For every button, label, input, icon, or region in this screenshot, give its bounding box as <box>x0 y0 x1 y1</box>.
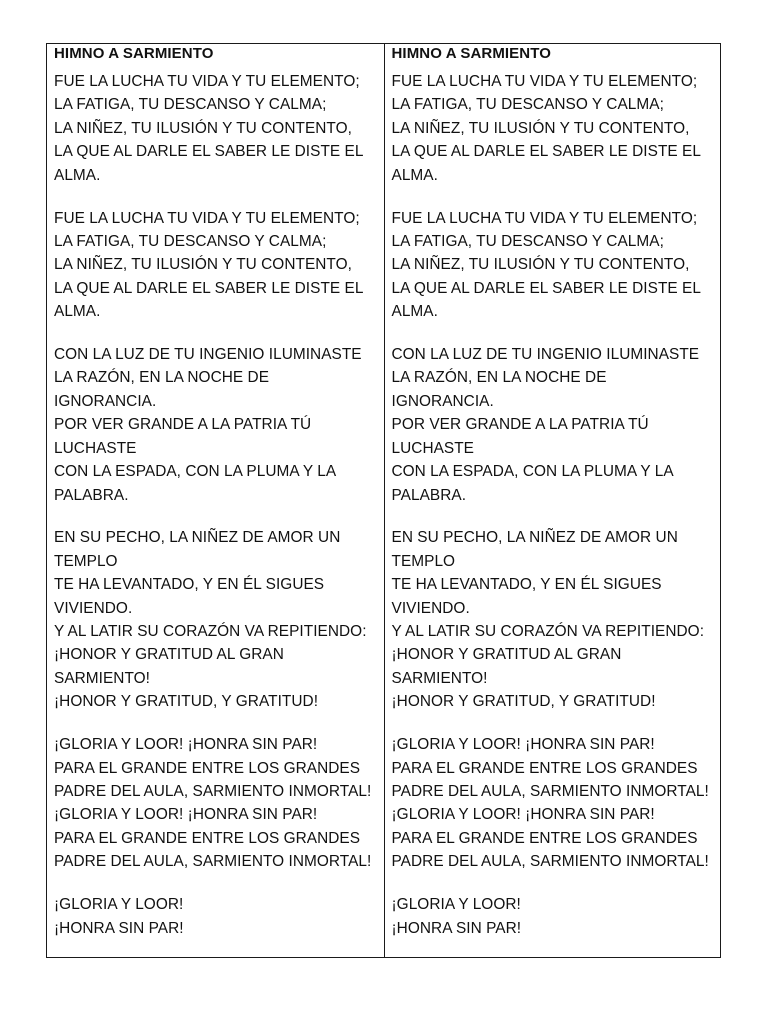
stanza <box>54 733 384 873</box>
hymn-column-left <box>47 44 384 957</box>
lyric-line: IGNORANCIA. <box>391 392 494 410</box>
lyric-line: LA QUE AL DARLE EL SABER LE DISTE EL <box>54 143 364 161</box>
lyric-line: LA FATIGA, TU DESCANSO Y CALMA; <box>54 96 327 114</box>
lyric-line: ALMA. <box>391 303 438 321</box>
lyric-line: LA NIÑEZ, TU ILUSIÓN Y TU CONTENTO, <box>391 256 690 274</box>
lyric-line: FUE LA LUCHA TU VIDA Y TU ELEMENTO; <box>391 209 698 227</box>
lyric-line: LA QUE AL DARLE EL SABER LE DISTE EL <box>391 279 701 297</box>
stanza <box>392 893 721 940</box>
stanza <box>392 733 721 873</box>
lyric-line: LA NIÑEZ, TU ILUSIÓN Y TU CONTENTO, <box>54 119 352 137</box>
lyric-line: ¡GLORIA Y LOOR! ¡HONRA SIN PAR! <box>391 806 655 824</box>
lyric-line: PALABRA. <box>391 486 467 504</box>
hymn-column-right <box>384 44 721 957</box>
lyric-line: ¡HONRA SIN PAR! <box>54 919 184 937</box>
lyric-line: LA RAZÓN, EN LA NOCHE DE <box>391 369 607 387</box>
lyric-line: TE HA LEVANTADO, Y EN ÉL SIGUES <box>391 576 662 594</box>
lyric-line: SARMIENTO! <box>391 669 488 687</box>
stanza <box>54 70 384 187</box>
lyric-line: PADRE DEL AULA, SARMIENTO INMORTAL! <box>54 853 372 871</box>
stanza-list <box>392 70 721 940</box>
lyric-line: TE HA LEVANTADO, Y EN ÉL SIGUES <box>54 576 325 594</box>
lyric-line: PALABRA. <box>54 486 129 504</box>
hymn-title: HIMNO A SARMIENTO <box>391 45 551 62</box>
lyric-line: VIVIENDO. <box>54 599 133 617</box>
lyric-line: PADRE DEL AULA, SARMIENTO INMORTAL! <box>391 853 709 871</box>
lyric-line: ¡GLORIA Y LOOR! <box>54 896 184 914</box>
lyric-line: CON LA LUZ DE TU INGENIO ILUMINASTE <box>54 346 362 364</box>
lyric-line: IGNORANCIA. <box>54 392 157 410</box>
lyric-line: Y AL LATIR SU CORAZÓN VA REPITIENDO: <box>54 623 367 641</box>
lyric-line: ¡GLORIA Y LOOR! <box>391 896 521 914</box>
lyric-line: LA QUE AL DARLE EL SABER LE DISTE EL <box>54 279 364 297</box>
lyric-line: ALMA. <box>391 166 438 184</box>
lyric-line: ¡HONOR Y GRATITUD, Y GRATITUD! <box>391 693 656 711</box>
lyric-line: LA FATIGA, TU DESCANSO Y CALMA; <box>54 232 327 250</box>
lyric-line: FUE LA LUCHA TU VIDA Y TU ELEMENTO; <box>54 73 360 90</box>
lyric-line: TEMPLO <box>391 552 456 570</box>
stanza <box>54 207 384 324</box>
lyric-line: PARA EL GRANDE ENTRE LOS GRANDES <box>54 759 361 777</box>
lyric-line: ¡GLORIA Y LOOR! ¡HONRA SIN PAR! <box>54 736 318 754</box>
stanza-list <box>54 70 384 940</box>
stanza <box>54 343 384 507</box>
stanza <box>392 207 721 324</box>
lyric-line: ¡HONOR Y GRATITUD AL GRAN <box>54 646 284 664</box>
lyric-line: FUE LA LUCHA TU VIDA Y TU ELEMENTO; <box>391 73 698 90</box>
stanza <box>392 343 721 507</box>
lyric-line: EN SU PECHO, LA NIÑEZ DE AMOR UN <box>391 529 678 547</box>
lyric-line: PARA EL GRANDE ENTRE LOS GRANDES <box>54 829 361 847</box>
lyric-line: LUCHASTE <box>54 439 137 457</box>
lyric-line: FUE LA LUCHA TU VIDA Y TU ELEMENTO; <box>54 209 360 227</box>
lyric-line: LA NIÑEZ, TU ILUSIÓN Y TU CONTENTO, <box>54 256 352 274</box>
lyric-line: CON LA LUZ DE TU INGENIO ILUMINASTE <box>391 346 700 364</box>
stanza <box>54 893 384 940</box>
lyric-line: CON LA ESPADA, CON LA PLUMA Y LA <box>54 463 337 481</box>
hymn-title: HIMNO A SARMIENTO <box>54 45 214 62</box>
lyric-line: POR VER GRANDE A LA PATRIA TÚ <box>54 416 312 434</box>
lyric-line: PADRE DEL AULA, SARMIENTO INMORTAL! <box>54 782 372 800</box>
lyric-line: LA RAZÓN, EN LA NOCHE DE <box>54 369 270 387</box>
lyric-line: LUCHASTE <box>391 439 475 457</box>
lyric-line: TEMPLO <box>54 552 118 570</box>
lyric-line: ALMA. <box>54 303 101 321</box>
lyric-line: LA FATIGA, TU DESCANSO Y CALMA; <box>391 96 664 114</box>
lyric-line: LA FATIGA, TU DESCANSO Y CALMA; <box>391 232 664 250</box>
lyric-line: ALMA. <box>54 166 101 184</box>
lyric-line: Y AL LATIR SU CORAZÓN VA REPITIENDO: <box>391 623 705 641</box>
lyric-line: PARA EL GRANDE ENTRE LOS GRANDES <box>391 829 698 847</box>
lyric-line: CON LA ESPADA, CON LA PLUMA Y LA <box>391 463 674 481</box>
lyric-line: ¡HONOR Y GRATITUD AL GRAN <box>391 646 622 664</box>
lyric-line: EN SU PECHO, LA NIÑEZ DE AMOR UN <box>54 529 341 547</box>
lyric-line: LA NIÑEZ, TU ILUSIÓN Y TU CONTENTO, <box>391 119 690 137</box>
lyric-line: SARMIENTO! <box>54 669 150 687</box>
hymn-table <box>46 43 721 958</box>
lyric-line: POR VER GRANDE A LA PATRIA TÚ <box>391 416 649 434</box>
stanza <box>54 526 384 713</box>
stanza <box>392 526 721 713</box>
stanza <box>392 70 721 187</box>
lyric-line: ¡HONOR Y GRATITUD, Y GRATITUD! <box>54 693 319 711</box>
lyric-line: PARA EL GRANDE ENTRE LOS GRANDES <box>391 759 698 777</box>
lyric-line: VIVIENDO. <box>391 599 470 617</box>
lyric-line: ¡GLORIA Y LOOR! ¡HONRA SIN PAR! <box>391 736 655 754</box>
lyric-line: LA QUE AL DARLE EL SABER LE DISTE EL <box>391 143 701 161</box>
lyric-line: PADRE DEL AULA, SARMIENTO INMORTAL! <box>391 782 709 800</box>
lyric-line: ¡HONRA SIN PAR! <box>391 919 522 937</box>
lyric-line: ¡GLORIA Y LOOR! ¡HONRA SIN PAR! <box>54 806 318 824</box>
